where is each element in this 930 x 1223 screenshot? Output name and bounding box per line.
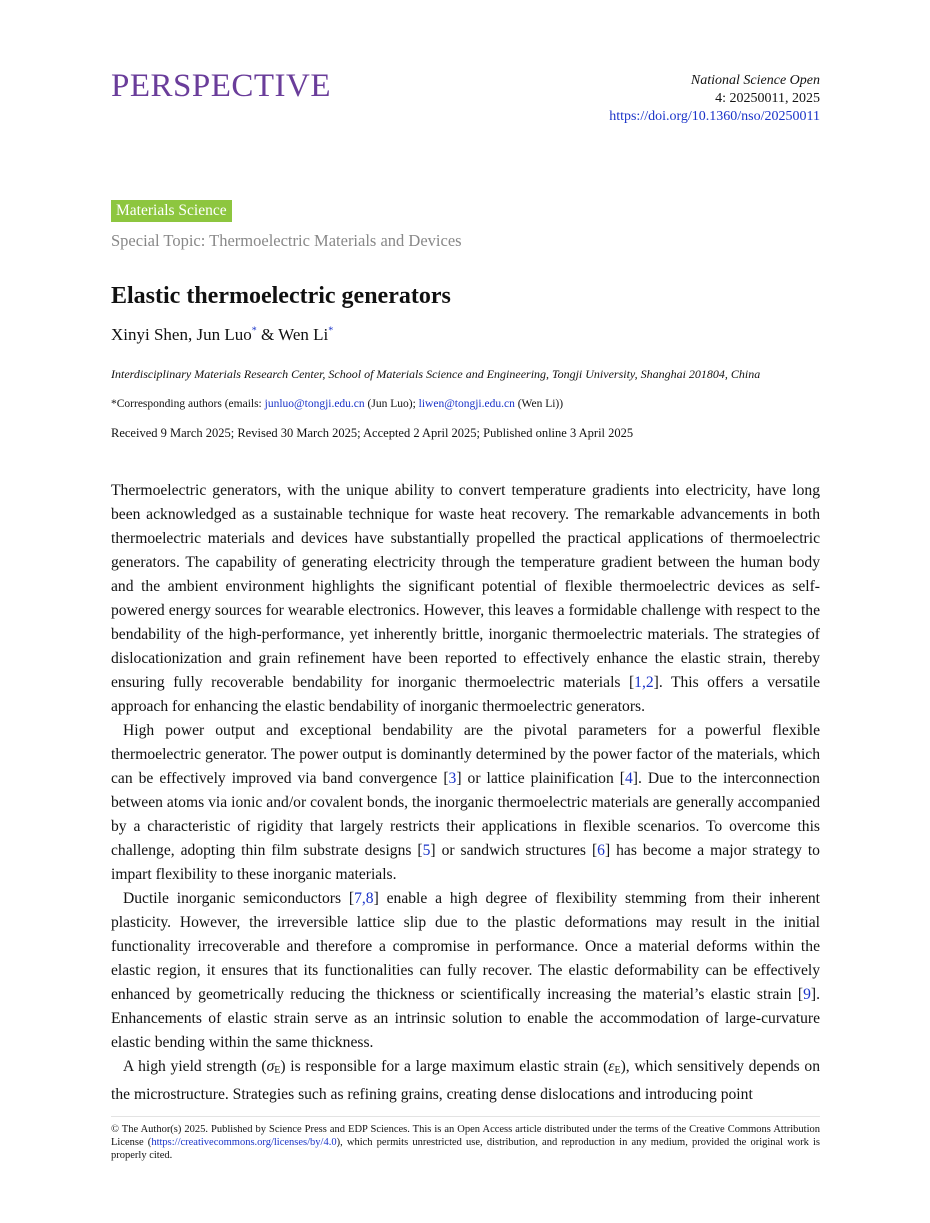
symbol-sigma: σ xyxy=(266,1058,275,1075)
text-run: ]. Due to the interconnection between atoms via ionic and/or covalent bonds, the inorganic thermoelectric materials are generally accompanied by a characteristic of rigidity that largely restricts their applications in flexible scenarios. To overcome this challenge, adopting thin film substrate designs [ xyxy=(111,770,820,859)
text-run: Ductile inorganic semiconductors [ xyxy=(123,890,355,907)
author-name: Xinyi Shen, xyxy=(111,325,197,344)
subscript: E xyxy=(614,1065,621,1076)
text-run: ] or lattice plainification [ xyxy=(456,770,625,787)
corr-prefix: *Corresponding authors (emails: xyxy=(111,398,265,410)
footer-divider xyxy=(111,1116,820,1117)
corresponding-mark[interactable]: * xyxy=(328,325,334,337)
citation-link[interactable]: 7,8 xyxy=(354,890,374,907)
paragraph xyxy=(111,719,820,887)
text-run: ]. This offers a versatile approach for enhancing the elastic bendability of inorganic thermoelectric generators. xyxy=(111,674,820,715)
journal-info xyxy=(609,72,820,126)
doi-link[interactable]: https://doi.org/10.1360/nso/20250011 xyxy=(609,109,820,124)
author-separator: & xyxy=(256,325,279,344)
license-footer xyxy=(111,1123,820,1162)
symbol-epsilon: ε xyxy=(608,1058,615,1075)
section-label: PERSPECTIVE xyxy=(111,68,332,104)
text-run: ]. Enhancements of elastic strain serve as an intrinsic solution to enable the accommodation of large-curvature elastic bending within the same thickness. xyxy=(111,986,820,1051)
text-run: ] or sandwich structures [ xyxy=(430,842,598,859)
author-name: Wen Li xyxy=(278,325,329,344)
corresponding-mark[interactable]: * xyxy=(251,325,257,337)
text-run: ), which permits unrestricted use, distribution, and reproduction in any medium, provided the original work is properly cited. xyxy=(111,1137,820,1161)
text-run: ] has become a major strategy to impart flexibility to these inorganic materials. xyxy=(111,842,820,883)
special-topic: Special Topic: Thermoelectric Materials and Devices xyxy=(111,231,462,250)
email-link[interactable]: liwen@tongji.edu.cn xyxy=(418,398,515,410)
corr-name: (Wen Li)) xyxy=(514,398,564,410)
citation-link[interactable]: 9 xyxy=(803,986,811,1003)
corr-name: (Jun Luo); xyxy=(364,398,419,410)
text-run: ] enable a high degree of flexibility stemming from their inherent plasticity. However, the irreversible lattice slip due to the plastic deformations may result in the initial functionality irrecoverable and therefore a compromise in performance. Once a material deforms within the elastic region, it ensures that its functionalities can fully recover. The elastic deformability can be effectively enhanced by geometrically reducing the thickness or scientifically increasing the material’s elastic strain [ xyxy=(111,890,820,1003)
article-title: Elastic thermoelectric generators xyxy=(111,283,451,309)
subject-badge: Materials Science xyxy=(111,200,232,222)
subscript: E xyxy=(274,1065,281,1076)
citation-link[interactable]: 3 xyxy=(448,770,457,787)
publication-dates: Received 9 March 2025; Revised 30 March 2025; Accepted 2 April 2025; Published online 3 April 2025 xyxy=(111,426,634,440)
text-run: Thermoelectric generators, with the unique ability to convert temperature gradients into electricity, have long been acknowledged as a sustainable technique for waste heat recovery. The remarkable advancements in both thermoelectric materials and devices have substantially propelled the practical applications of thermoelectric generators. The capability of generating electricity through the temperature gradient between the human body and the ambient environment highlights the significant potential of flexible thermoelectric devices as self-powered energy sources for wearable electronics. However, this leaves a formidable challenge with respect to the bendability of the high-performance, yet inherently brittle, inorganic thermoelectric materials. The strategies of dislocationization and grain refinement have been reported to effectively enhance the elastic strain, thereby ensuring fully recoverable bendability for inorganic thermoelectric materials [ xyxy=(111,482,820,691)
text-run: © The Author(s) 2025. Published by Science Press and EDP Sciences. This is an Open Access article distributed under the terms of the Creative Commons Attribution License ( xyxy=(111,1124,820,1148)
paragraph xyxy=(111,479,820,719)
article-body xyxy=(111,479,820,1107)
text-run: ), which sensitively depends on the microstructure. Strategies such as refining grains, creating dense dislocations and introducing point xyxy=(111,1058,820,1103)
author-name: Jun Luo xyxy=(196,325,252,344)
citation-link[interactable]: 1,2 xyxy=(634,674,654,691)
text-run: A high yield strength ( xyxy=(123,1058,267,1075)
author-list xyxy=(111,325,333,345)
paragraph xyxy=(111,887,820,1055)
citation-link[interactable]: 5 xyxy=(422,842,431,859)
journal-name: National Science Open xyxy=(690,73,820,88)
citation-link[interactable]: 4 xyxy=(624,770,633,787)
citation-link[interactable]: 6 xyxy=(597,842,605,859)
text-run: ) is responsible for a large maximum elastic strain ( xyxy=(280,1058,609,1075)
corresponding-authors xyxy=(111,398,563,410)
email-link[interactable]: junluo@tongji.edu.cn xyxy=(264,398,365,410)
volume-line: 4: 20250011, 2025 xyxy=(715,91,820,106)
paragraph xyxy=(111,1055,820,1107)
license-link[interactable]: https://creativecommons.org/licenses/by/4.0 xyxy=(151,1137,337,1148)
affiliation: Interdisciplinary Materials Research Center, School of Materials Science and Engineering, Tongji University, Shanghai 201804, China xyxy=(111,367,761,381)
text-run: High power output and exceptional bendability are the pivotal parameters for a powerful flexible thermoelectric generator. The power output is dominantly determined by the power factor of the materials, which can be effectively improved via band convergence [ xyxy=(111,722,820,787)
